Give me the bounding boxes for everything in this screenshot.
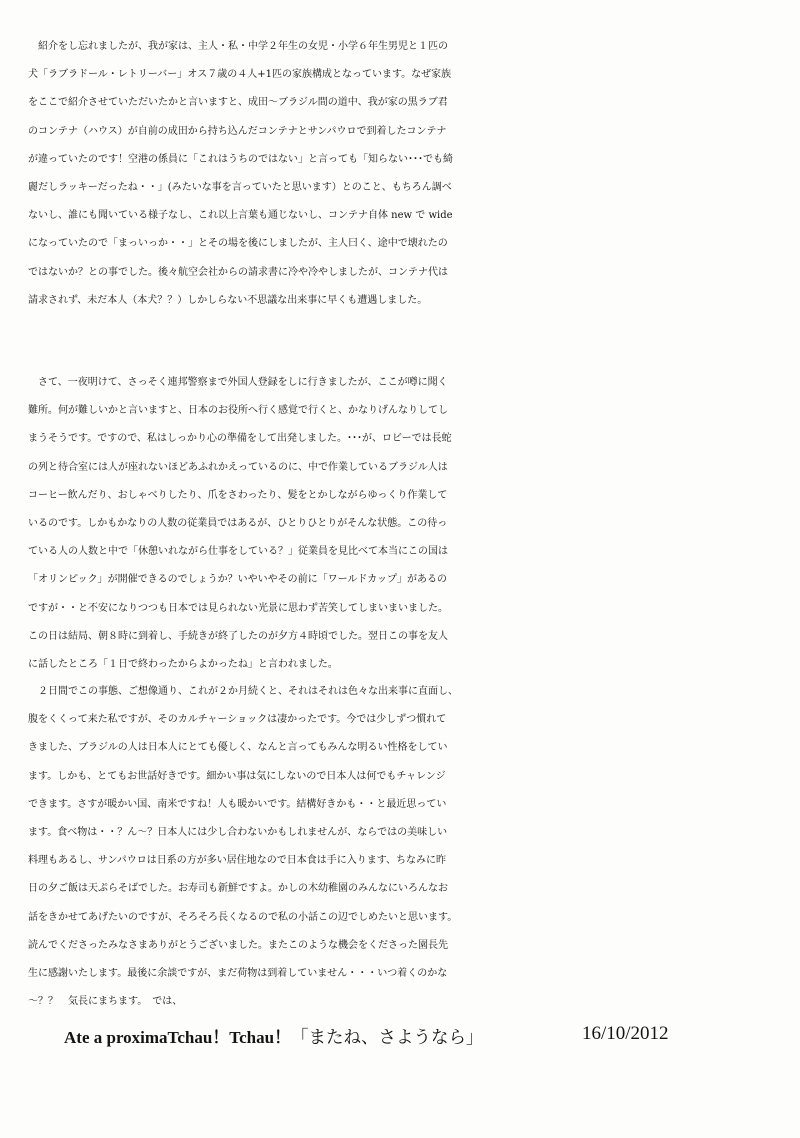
text-line: ２日間でこの事態、ご想像通り、これが２か月続くと、それはそれは色々な出来事に直面し、 — [28, 686, 458, 697]
paragraph-immigration-office — [28, 369, 788, 679]
text-line: 生に感謝いたします。最後に余談ですが、まだ荷物は到着していません・・・いつ着くのかな — [28, 967, 448, 979]
text-line: 腹をくくって来た私ですが、そのカルチャーショックは凄かったです。今では少しずつ慣れて — [28, 714, 447, 726]
text-line: 料理もあるし、サンパウロは日系の方が多い居住地なので日本食は手に入ります、ちなみに昨 — [28, 855, 446, 867]
text-line: 「オリンピック」が開催できるのでしょうか？いやいやその前に「ワールドカップ」があるの — [28, 574, 447, 586]
text-line: さて、一夜明けて、さっそく連邦警察まで外国人登録をしに行きましたが、ここが噂に聞く — [28, 377, 448, 388]
text-line: ます。食べ物は・・？ん〜？日本人には少し合わないかもしれませんが、ならではの美味しい — [28, 826, 448, 838]
text-line: コーヒー飲んだり、おしゃべりしたり、爪をさわったり、髪をとかしながらゆっくり作業して — [28, 489, 448, 501]
text-line: この日は結局、朝８時に到着し、手続きが終了したのが夕方４時頃でした。翌日この事を友人 — [28, 630, 448, 642]
text-line: 日の夕ご飯は天ぷらそばでした。お寿司も新鮮ですよ。かしの木幼稚園のみんなにいろんなお — [28, 883, 448, 895]
text-line: をここで紹介させていただいたかと言いますと、成田〜ブラジル間の道中、我が家の黒ラブ君 — [28, 97, 448, 109]
text-line: まうそうです。ですので、私はしっかり心の準備をして出発しました。･･･が、ロビーでは長蛇 — [28, 433, 452, 445]
text-line: 読んでくださったみなさまありがとうございました。またこのような機会をくださった園長先 — [28, 939, 448, 951]
text-line: のコンテナ（ハウス）が自前の成田から持ち込んだコンテナとサンパウロで到着したコンテナ — [28, 125, 447, 137]
text-line: 請求されず、未だ本人（本犬？？）しかしらない不思議な出来事に早くも遭遇しました。 — [28, 294, 428, 306]
letter-date: 16/10/2012 — [582, 1023, 669, 1044]
signoff — [64, 1023, 484, 1049]
text-line: ですが・・と不安になりつつも日本では見られない光景に思わず苦笑してしまいまいました。 — [28, 602, 448, 614]
text-line: に話したところ「１日で終わったからよかったね」と言われました。 — [28, 658, 338, 670]
text-line: ではないか？との事でした。後々航空会社からの請求書に冷や冷やしましたが、コンテナ代は — [28, 266, 448, 278]
text-line: ている人の人数と中で「休憩いれながら仕事をしている？」従業員を見比べて本当にこの国は — [28, 546, 448, 558]
text-line: になっていたので「まっいっか・・」とその場を後にしましたが、主人曰く、途中で壊れたの — [28, 238, 448, 250]
text-line: できます。さすが暖かい国、南米ですね！人も暖かいです。結構好きかも・・と最近思ってい — [28, 798, 447, 810]
text-line: が違っていたのです！空港の係員に「これはうちのではない」と言っても「知らない･･･でも綺 — [28, 153, 453, 165]
text-line: ないし、誰にも聞いている様子なし、これ以上言葉も通じないし、コンテナ自体 new で wide — [28, 210, 453, 222]
text-line: 〜？？ 気長にまちます。 では、 — [28, 996, 183, 1008]
text-line: 麗だしラッキーだったね・・」(みたいな事を言っていたと思います）とのこと、もちろん調べ — [28, 181, 452, 193]
text-line: 紹介をし忘れましたが、我が家は、主人・私・中学２年生の女児・小学６年生男児と１匹の — [28, 41, 448, 52]
signoff-portuguese: Ate a proximaTchau！Tchau！ — [64, 1028, 292, 1047]
text-line: の列と待合室には人が座れないほどあふれかえっているのに、中で作業しているブラジル人は — [28, 461, 448, 473]
text-line: きました、ブラジルの人は日本人にとても優しく、なんと言ってもみんな明るい性格をしてい — [28, 742, 448, 754]
paragraph-family-introduction — [28, 33, 788, 315]
text-line: 話をきかせてあげたいのですが、そろそろ長くなるので私の小話この辺でしめたいと思います。 — [28, 911, 458, 923]
paragraph-culture-shock — [28, 678, 788, 1016]
text-line: 犬「ラブラドール・レトリーバー」オス７歳の４人+1匹の家族構成となっています。なぜ家族 — [28, 69, 452, 81]
text-line: いるのです。しかもかなりの人数の従業員ではあるが、ひとりひとりがそんな状態。この待っ — [28, 517, 448, 529]
signoff-japanese: 「またね、さようなら」 — [291, 1028, 484, 1048]
text-line: ます。しかも、とてもお世話好きです。細かい事は気にしないので日本人は何でもチャレンジ — [28, 770, 446, 782]
text-line: 難所。何が難しいかと言いますと、日本のお役所へ行く感覚で行くと、かなりげんなりしてし — [28, 405, 448, 417]
